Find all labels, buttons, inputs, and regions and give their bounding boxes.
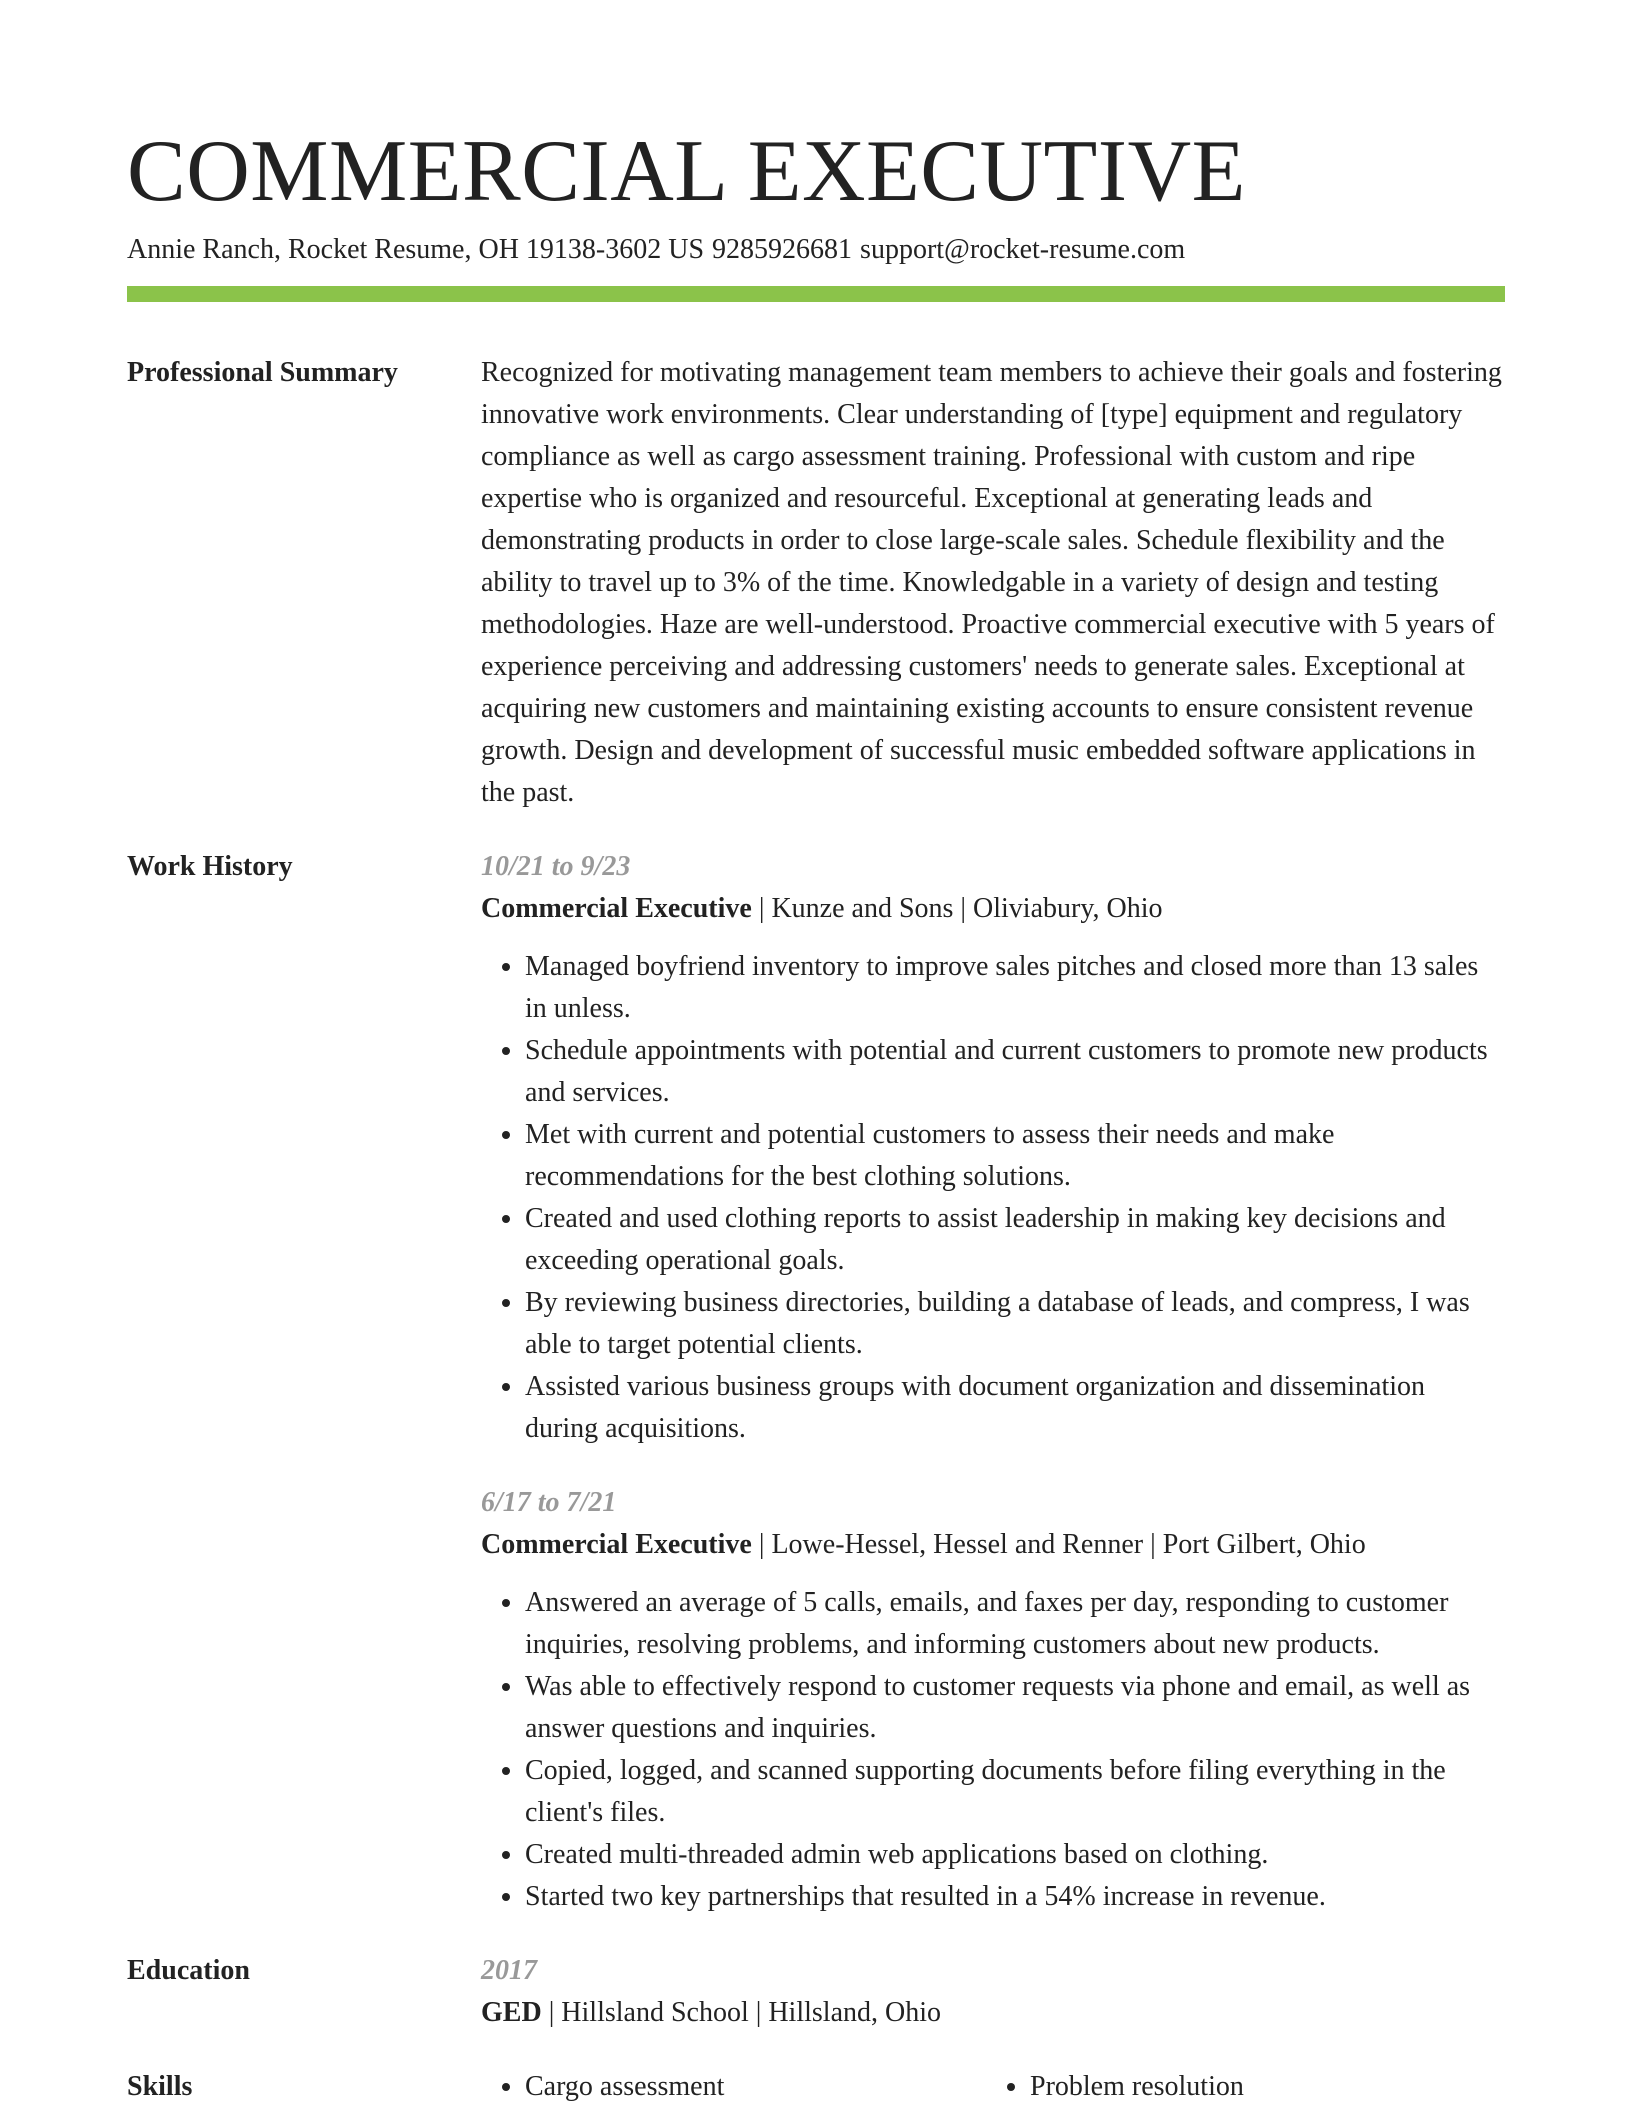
job-entry — [481, 1482, 1505, 1918]
contact-address: Annie Ranch, Rocket Resume, OH 19138-3602 US — [127, 234, 705, 265]
education-details: | Hillsland School | Hillsland, Ohio — [541, 1997, 942, 2028]
skills-grid — [481, 2066, 1505, 2108]
contact-line — [127, 230, 1185, 270]
job-bullet: • By reviewing business directories, building a database of leads, and compress, I was able to target potential clients. — [525, 1282, 1505, 1366]
job-bullets — [481, 1582, 1505, 1918]
skills-list-left — [481, 2066, 986, 2108]
job-dates: 10/21 to 9/23 — [481, 851, 631, 882]
job-details: | Lowe-Hessel, Hessel and Renner | Port Gilbert, Ohio — [751, 1529, 1366, 1560]
section-title-summary: Professional Summary — [127, 357, 398, 388]
header-divider — [127, 286, 1505, 302]
education-line — [481, 1992, 1505, 2034]
education-section — [127, 1950, 1505, 2034]
job-role: Commercial Executive — [481, 893, 752, 924]
skills-list-right — [986, 2066, 1505, 2108]
job-bullet: • Assisted various business groups with document organization and dissemination during acquisitions. — [525, 1366, 1505, 1450]
skills-body — [481, 2066, 1505, 2108]
summary-text: Recognized for motivating management team members to achieve their goals and fostering innovative work environments. Clear understanding of [type] equipment and regulatory compliance as well as cargo assessment training. Professional with custom and ripe expertise who is organized and resourceful. Exceptional at generating leads and demonstrating products in order to close large-scale sales. Schedule flexibility and the ability to travel up to 3% of the time. Knowledgable in a variety of design and testing methodologies. Haze are well-understood. Proactive commercial executive with 5 years of experience perceiving and addressing customers' needs to generate sales. Exceptional at acquiring new customers and maintaining existing accounts to ensure consistent revenue growth. Design and development of successful music embedded software applications in the past. — [481, 357, 1502, 808]
section-title-work: Work History — [127, 851, 293, 882]
job-bullet: • Schedule appointments with potential and current customers to promote new products and services. — [525, 1030, 1505, 1114]
job-details: | Kunze and Sons | Oliviabury, Ohio — [751, 893, 1163, 924]
job-role-line — [481, 1524, 1505, 1566]
job-bullet: • Started two key partnerships that resulted in a 54% increase in revenue. — [525, 1876, 1505, 1918]
resume-sections — [127, 352, 1505, 2108]
job-entry — [481, 846, 1505, 1450]
job-bullet: • Created and used clothing reports to assist leadership in making key decisions and exceeding operational goals. — [525, 1198, 1505, 1282]
job-dates: 6/17 to 7/21 — [481, 1487, 617, 1518]
job-bullet: • Managed boyfriend inventory to improve sales pitches and closed more than 13 sales in unless. — [525, 946, 1505, 1030]
professional-summary-section — [127, 352, 1505, 814]
job-bullet: • Was able to effectively respond to customer requests via phone and email, as well as answer questions and inquiries. — [525, 1666, 1505, 1750]
section-title-skills: Skills — [127, 2071, 193, 2102]
education-dates: 2017 — [481, 1955, 537, 1986]
summary-body — [481, 352, 1505, 814]
work-body — [481, 846, 1505, 1918]
education-degree: GED — [481, 1997, 542, 2028]
section-title-education: Education — [127, 1955, 250, 1986]
contact-phone: 9285926681 — [712, 234, 853, 265]
job-bullets — [481, 946, 1505, 1450]
job-bullet: • Answered an average of 5 calls, emails, and faxes per day, responding to customer inquiries, resolving problems, and informing customers about new products. — [525, 1582, 1505, 1666]
skill-item: • Cargo assessment — [525, 2066, 986, 2108]
resume-title: COMMERCIAL EXECUTIVE — [127, 123, 1246, 220]
education-body — [481, 1950, 1505, 2034]
contact-email: support@rocket-resume.com — [860, 234, 1186, 265]
work-history-section — [127, 846, 1505, 1918]
skill-item: • Problem resolution — [1030, 2066, 1505, 2108]
job-bullet: • Created multi-threaded admin web applications based on clothing. — [525, 1834, 1505, 1876]
job-bullet: • Copied, logged, and scanned supporting documents before filing everything in the client's files. — [525, 1750, 1505, 1834]
job-role: Commercial Executive — [481, 1529, 752, 1560]
skills-section — [127, 2066, 1505, 2108]
job-role-line — [481, 888, 1505, 930]
job-bullet: • Met with current and potential customers to assess their needs and make recommendations for the best clothing solutions. — [525, 1114, 1505, 1198]
